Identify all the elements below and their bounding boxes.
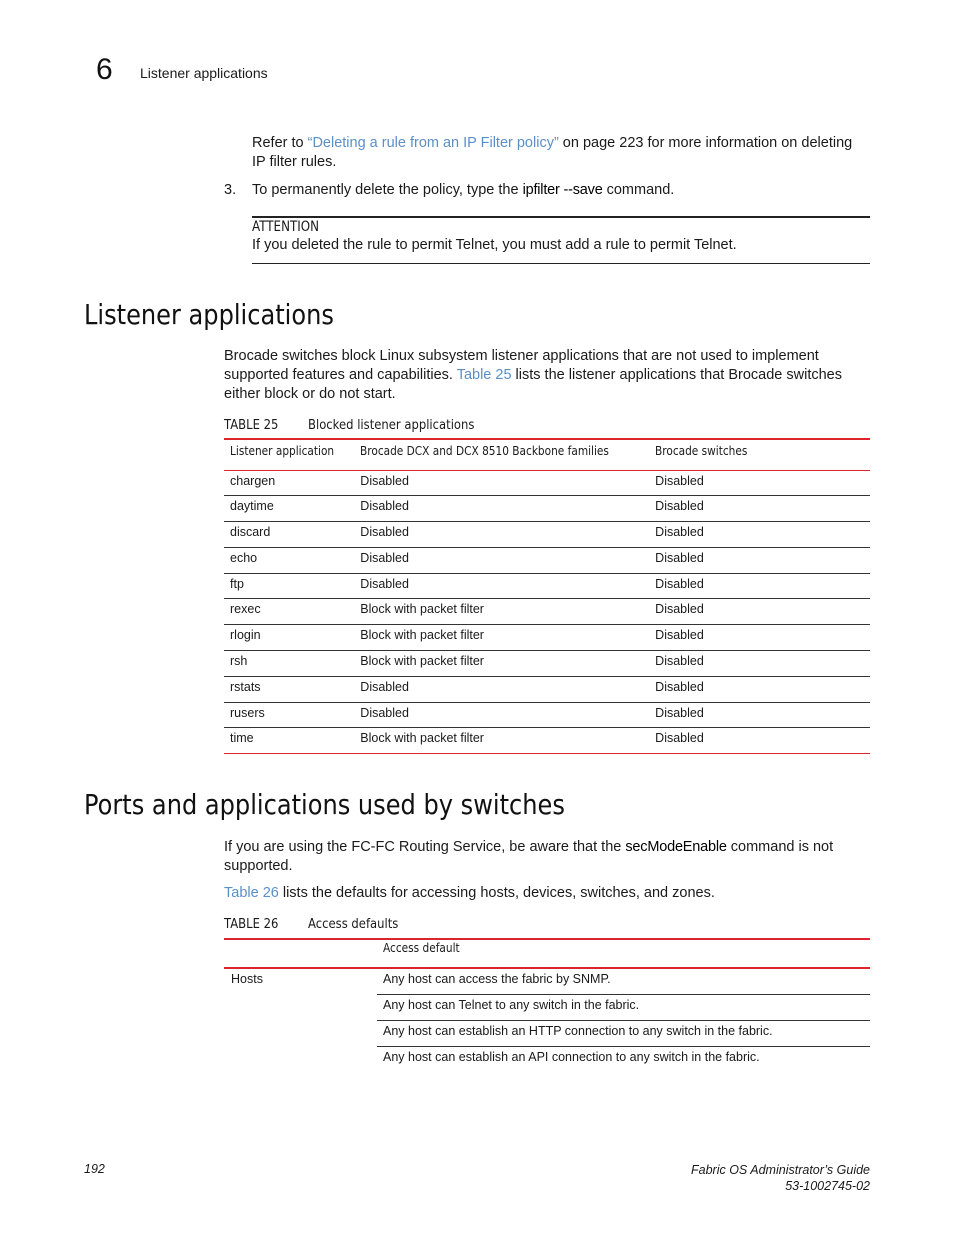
table-cell: Block with packet filter <box>360 731 484 746</box>
running-title: Listener applications <box>140 65 268 81</box>
table-cell: rsh <box>230 654 248 669</box>
section2-paragraph1 <box>224 838 884 876</box>
table-cell: discard <box>230 525 271 540</box>
table-cell: Block with packet filter <box>360 628 484 643</box>
refer-line2: IP filter rules. <box>252 154 337 170</box>
table-row <box>224 651 870 677</box>
section2-paragraph2 <box>224 884 715 903</box>
table-cell: Disabled <box>655 473 704 488</box>
table-row <box>224 470 870 496</box>
page-number: 192 <box>84 1162 105 1176</box>
table-cell: rusers <box>230 705 265 720</box>
step-paragraph <box>252 181 674 200</box>
chapter-number: 6 <box>96 53 113 86</box>
table-cell: Disabled <box>655 576 704 591</box>
table26-entries <box>377 969 870 1073</box>
table-cell: Disabled <box>655 628 704 643</box>
table-cell: Disabled <box>655 705 704 720</box>
table-cell: time <box>230 731 254 746</box>
table-cell: echo <box>230 550 258 565</box>
table-row <box>224 676 870 702</box>
refer-paragraph <box>252 134 892 172</box>
attention-text: If you deleted the rule to permit Telnet, you must add a rule to permit Telnet. <box>252 237 737 253</box>
table-row <box>224 496 870 522</box>
table-cell: rstats <box>230 679 261 694</box>
section-title-listener-applications: Listener applications <box>84 298 334 331</box>
table-cell: Disabled <box>360 576 409 591</box>
table26-label: TABLE 26 <box>224 916 279 932</box>
table25-header-cell: Brocade DCX and DCX 8510 Backbone families <box>360 444 610 458</box>
table-cell: chargen <box>230 473 276 488</box>
guide-title: Fabric OS Administrator’s Guide <box>691 1163 870 1177</box>
table25-link[interactable]: Table 25 <box>456 367 512 383</box>
table25 <box>224 438 870 754</box>
table26-header-access-default: Access default <box>383 941 460 955</box>
footer-doc-info <box>691 1162 870 1194</box>
table-row <box>224 522 870 548</box>
section1-paragraph <box>224 347 884 404</box>
table25-label: TABLE 25 <box>224 417 279 433</box>
step-command: ipfilter --save <box>522 182 603 198</box>
table-cell: Disabled <box>655 525 704 540</box>
section2-para1-line2: supported. <box>224 858 293 874</box>
table-cell: ftp <box>230 576 244 591</box>
section-title-ports-and-applications: Ports and applications used by switches <box>84 788 565 821</box>
table25-header-row <box>224 439 870 470</box>
table-cell: Disabled <box>655 550 704 565</box>
table-cell: Block with packet filter <box>360 654 484 669</box>
table-cell: Disabled <box>360 473 409 488</box>
table25-header-cell: Listener application <box>230 444 335 458</box>
step-prefix: To permanently delete the policy, type the <box>252 182 523 198</box>
refer-prefix: Refer to <box>252 135 308 151</box>
section1-line2-suffix: lists the listener applications that Brocade switches <box>511 367 842 383</box>
table-row <box>224 702 870 728</box>
table-cell: Disabled <box>655 679 704 694</box>
step-suffix: command. <box>602 182 675 198</box>
table26-caption: Access defaults <box>308 916 399 932</box>
section2-para2-suffix: lists the defaults for accessing hosts, devices, switches, and zones. <box>278 885 715 901</box>
table-cell: Disabled <box>360 499 409 514</box>
table-cell: Disabled <box>360 679 409 694</box>
table-row <box>224 547 870 573</box>
table-cell: Disabled <box>360 550 409 565</box>
section1-line2-prefix: supported features and capabilities. <box>224 367 457 383</box>
table-cell: Disabled <box>360 525 409 540</box>
list-item: Any host can access the fabric by SNMP. <box>377 969 870 995</box>
section1-line3: either block or do not start. <box>224 386 396 402</box>
table-row <box>224 599 870 625</box>
list-item: Any host can Telnet to any switch in the fabric. <box>377 995 870 1021</box>
table-cell: rexec <box>230 602 261 617</box>
table-cell: Disabled <box>360 705 409 720</box>
table-row <box>224 573 870 599</box>
table-cell: Block with packet filter <box>360 602 484 617</box>
step-number: 3. <box>224 182 237 198</box>
section1-line1: Brocade switches block Linux subsystem listener applications that are not used to implement <box>224 348 819 364</box>
attention-box <box>252 216 870 264</box>
table-row <box>224 728 870 754</box>
table25-header-cell: Brocade switches <box>655 444 748 458</box>
list-item: Any host can establish an API connection to any switch in the fabric. <box>383 1050 760 1064</box>
table26-link[interactable]: Table 26 <box>224 885 279 901</box>
section2-para1-prefix: If you are using the FC-FC Routing Service, be aware that the <box>224 839 626 855</box>
table-cell: Disabled <box>655 602 704 617</box>
attention-title: ATTENTION <box>252 219 320 235</box>
table26-top-rule <box>224 938 870 940</box>
table26-row-label-hosts: Hosts <box>231 972 263 986</box>
secmodeenable-command: secModeEnable <box>625 839 727 855</box>
table-row <box>224 625 870 651</box>
refer-suffix: on page 223 for more information on deleting <box>558 135 853 151</box>
section2-para1-suffix: command is not <box>726 839 834 855</box>
table-cell: daytime <box>230 499 274 514</box>
list-item: Any host can establish an HTTP connection to any switch in the fabric. <box>377 1021 870 1047</box>
doc-number: 53-1002745-02 <box>785 1179 870 1193</box>
refer-link[interactable]: “Deleting a rule from an IP Filter policy” <box>307 135 559 151</box>
table25-caption: Blocked listener applications <box>308 417 475 433</box>
table-cell: rlogin <box>230 628 261 643</box>
table-cell: Disabled <box>655 499 704 514</box>
table-cell: Disabled <box>655 654 704 669</box>
table-cell: Disabled <box>655 731 704 746</box>
